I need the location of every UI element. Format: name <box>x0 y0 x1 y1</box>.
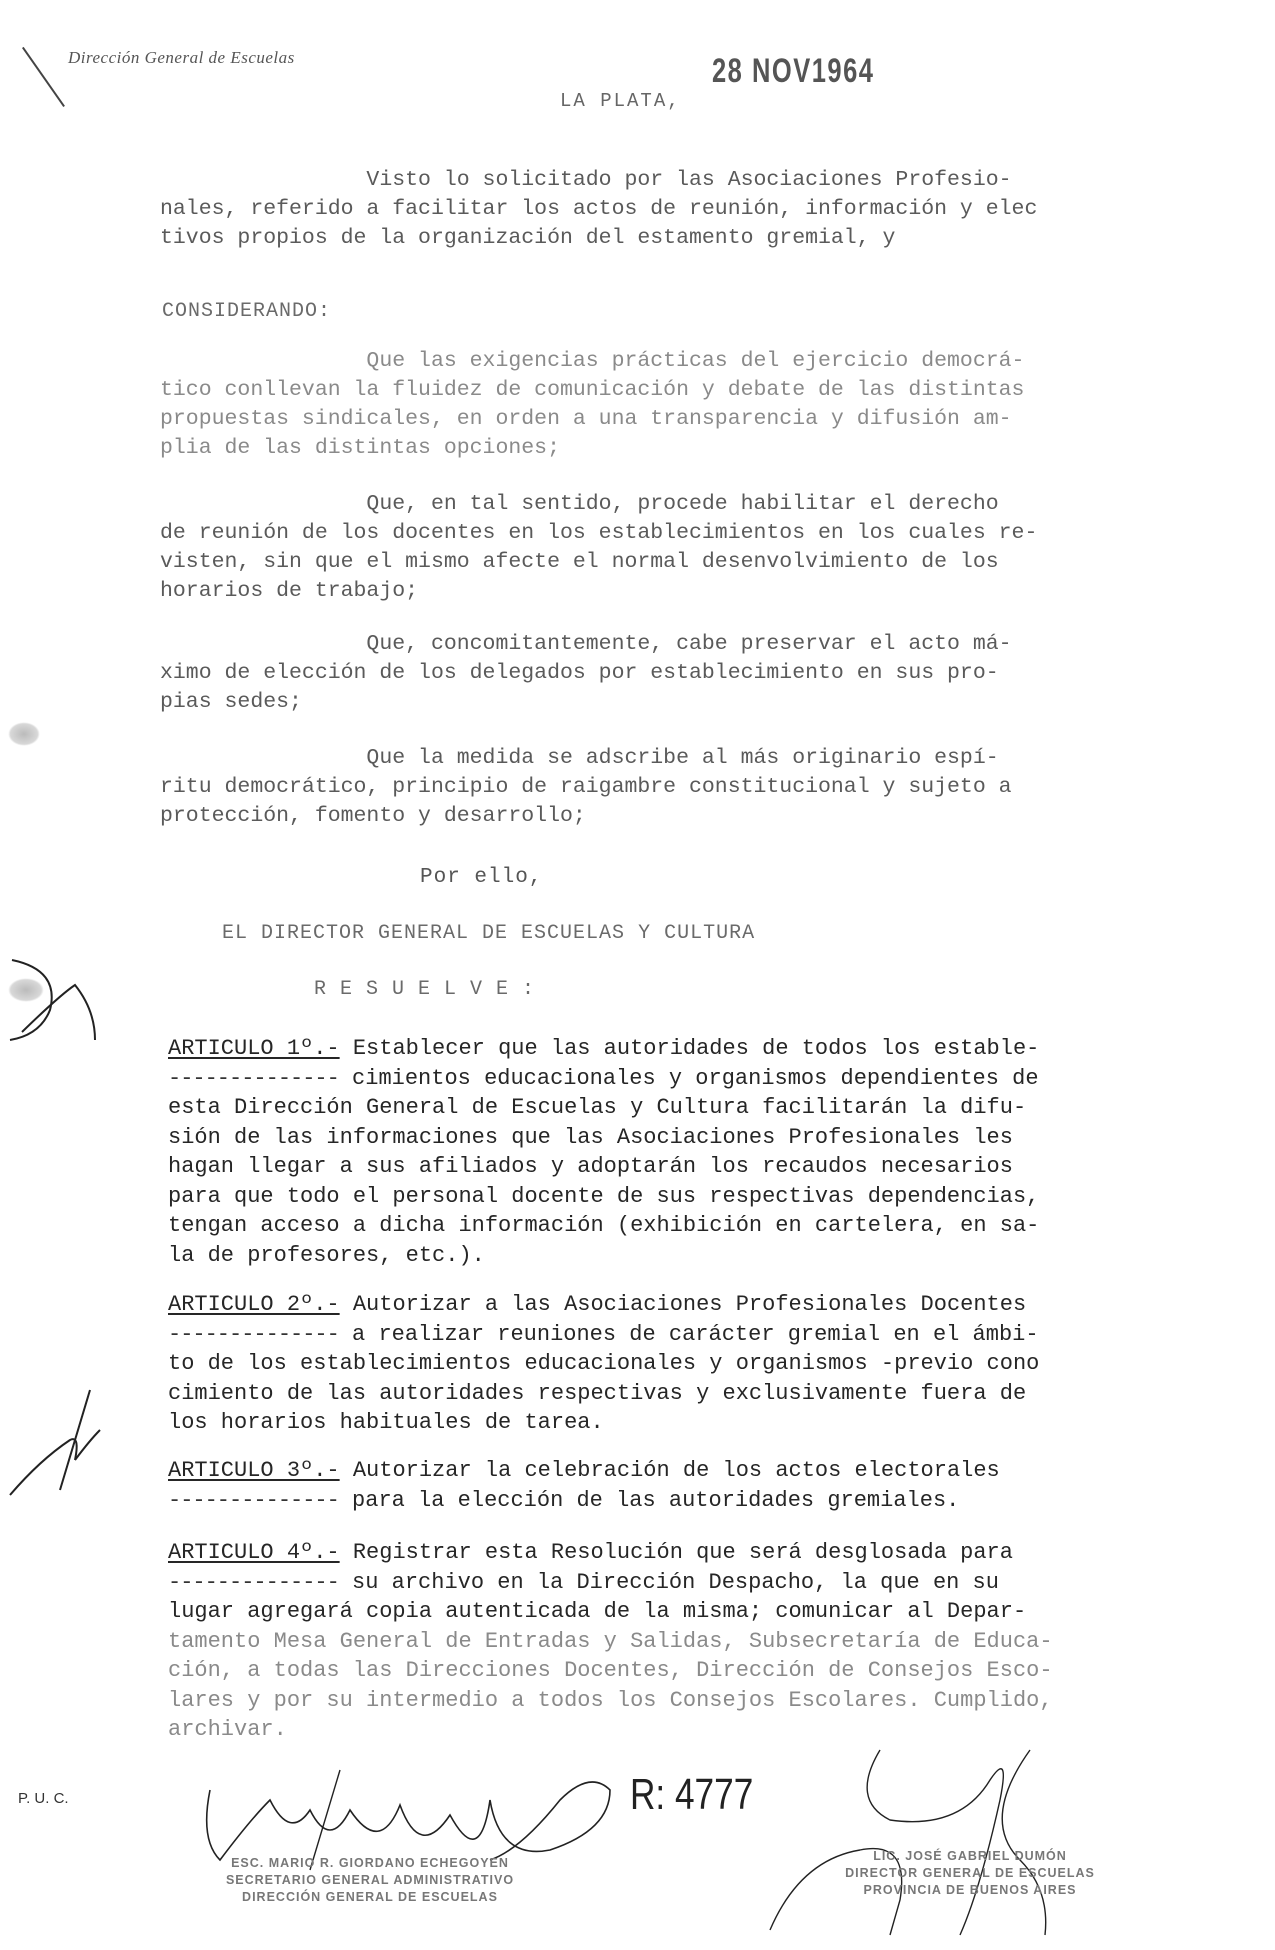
article-label: ARTICULO 2º.- <box>168 1292 340 1317</box>
paragraph-line: Que las exigencias prácticas del ejercicio democrá- <box>160 349 1025 373</box>
paragraph-line: tico conllevan la fluidez de comunicación y debate de las distintas <box>160 378 1025 402</box>
paragraph-line: Que, concomitantemente, cabe preservar el acto má- <box>160 632 1012 656</box>
article-4 <box>168 1538 1168 1745</box>
article-line: esta Dirección General de Escuelas y Cultura facilitarán la difu- <box>168 1095 1027 1120</box>
registration-number: R: 4777 <box>630 1770 754 1819</box>
considerando-heading: CONSIDERANDO: <box>162 300 332 323</box>
article-line: tengan acceso a dicha información (exhibición en cartelera, en sa- <box>168 1213 1040 1238</box>
article-line: to de los establecimientos educacionales y organismos -previo cono <box>168 1351 1040 1376</box>
letterhead: Dirección General de Escuelas <box>68 48 295 67</box>
article-line: lares y por su intermedio a todos los Consejos Escolares. Cumplido, <box>168 1687 1053 1713</box>
article-text: a realizar reuniones de carácter gremial en el ámbi- <box>352 1321 1039 1347</box>
article-dashes: -------------- <box>168 1569 339 1595</box>
article-1 <box>168 1034 1168 1270</box>
puc-initials: P. U. C. <box>18 1790 69 1807</box>
preamble-line: nales, referido a facilitar los actos de reunión, información y elec <box>160 197 1038 221</box>
considerando-paragraph <box>160 630 1160 717</box>
signatory-title: SECRETARIO GENERAL ADMINISTRATIVO <box>225 1873 515 1887</box>
paragraph-line: plia de las distintas opciones; <box>160 436 560 460</box>
signatory-right <box>810 1848 1130 1899</box>
paragraph-line: protección, fomento y desarrollo; <box>160 804 586 828</box>
resuelve-heading: RESUELVE: <box>314 978 549 1001</box>
considerando-paragraph <box>160 744 1160 831</box>
preamble-line: tivos propios de la organización del estamento gremial, y <box>160 226 896 250</box>
preamble-line: Visto lo solicitado por las Asociaciones Profesio- <box>160 168 1012 192</box>
paragraph-line: visten, sin que el mismo afecte el normal desenvolvimiento de los <box>160 550 999 574</box>
paragraph-line: de reunión de los docentes en los establecimientos en los cuales re- <box>160 521 1038 545</box>
signatory-office: PROVINCIA DE BUENOS AIRES <box>863 1883 1077 1897</box>
paragraph-line: ximo de elección de los delegados por establecimiento en sus pro- <box>160 661 999 685</box>
article-line: la de profesores, etc.). <box>168 1242 485 1268</box>
article-line: hagan llegar a sus afiliados y adoptarán los recaudos necesarios <box>168 1154 1013 1179</box>
article-text: Establecer que las autoridades de todos los estable- <box>352 1036 1040 1061</box>
margin-initial-mark <box>0 940 110 1050</box>
paragraph-line: ritu democrático, principio de raigambre constitucional y sujeto a <box>160 775 1012 799</box>
considerando-paragraph <box>160 490 1160 606</box>
article-line: sión de las informaciones que las Asociaciones Profesionales les <box>168 1124 1013 1150</box>
article-label: ARTICULO 3º.- <box>168 1458 340 1483</box>
paragraph-line: pias sedes; <box>160 690 302 714</box>
article-dashes: -------------- <box>168 1065 339 1091</box>
article-line: cimiento de las autoridades respectivas y exclusivamente fuera de <box>168 1380 1027 1406</box>
paragraph-line: Que la medida se adscribe al más originario espí- <box>160 746 999 770</box>
article-2 <box>168 1290 1168 1438</box>
corner-pen-mark <box>22 47 65 107</box>
signature-right <box>760 1740 1120 1940</box>
signatory-title: DIRECTOR GENERAL DE ESCUELAS <box>845 1866 1095 1880</box>
signatory-name: ESC. MARIO R. GIORDANO ECHEGOYEN <box>231 1856 509 1870</box>
considerando-paragraph <box>160 347 1160 463</box>
paragraph-line: horarios de trabajo; <box>160 579 419 603</box>
authority-heading: EL DIRECTOR GENERAL DE ESCUELAS Y CULTURA <box>222 922 756 945</box>
article-text: para la elección de las autoridades gremiales. <box>352 1487 960 1513</box>
article-text: Registrar esta Resolución que será desglosada para <box>352 1540 1013 1565</box>
article-label: ARTICULO 1º.- <box>168 1036 340 1061</box>
paragraph-line: propuestas sindicales, en orden a una transparencia y difusión am- <box>160 407 1012 431</box>
margin-blot <box>8 722 40 746</box>
signatory-left <box>180 1855 560 1906</box>
article-text: Autorizar a las Asociaciones Profesionales Docentes <box>352 1292 1027 1317</box>
paragraph-line: Que, en tal sentido, procede habilitar el derecho <box>160 492 999 516</box>
article-3 <box>168 1456 1168 1515</box>
article-dashes: -------------- <box>168 1321 339 1347</box>
article-line: ción, a todas las Direcciones Docentes, Dirección de Consejos Esco- <box>168 1658 1053 1683</box>
preamble <box>160 166 1160 253</box>
article-line: archivar. <box>168 1717 287 1742</box>
signatory-office: DIRECCIÓN GENERAL DE ESCUELAS <box>242 1890 498 1904</box>
city-label: LA PLATA, <box>560 90 681 112</box>
signatory-name: LIC. JOSÉ GABRIEL DUMÓN <box>873 1849 1067 1863</box>
margin-signature-mark <box>0 1380 110 1500</box>
article-line: para que todo el personal docente de sus respectivas dependencias, <box>168 1183 1040 1209</box>
article-line: lugar agregará copia autenticada de la misma; comunicar al Depar- <box>168 1599 1027 1624</box>
article-text: Autorizar la celebración de los actos electorales <box>352 1458 1000 1483</box>
por-ello: Por ello, <box>420 866 543 889</box>
article-text: su archivo en la Dirección Despacho, la que en su <box>352 1569 999 1595</box>
article-line: los horarios habituales de tarea. <box>168 1410 604 1435</box>
article-line: tamento Mesa General de Entradas y Salidas, Subsecretaría de Educa- <box>168 1628 1053 1654</box>
article-label: ARTICULO 4º.- <box>168 1540 340 1565</box>
article-text: cimientos educacionales y organismos dependientes de <box>352 1065 1039 1091</box>
article-dashes: -------------- <box>168 1487 339 1513</box>
date-stamp: 28 NOV1964 <box>712 52 875 90</box>
